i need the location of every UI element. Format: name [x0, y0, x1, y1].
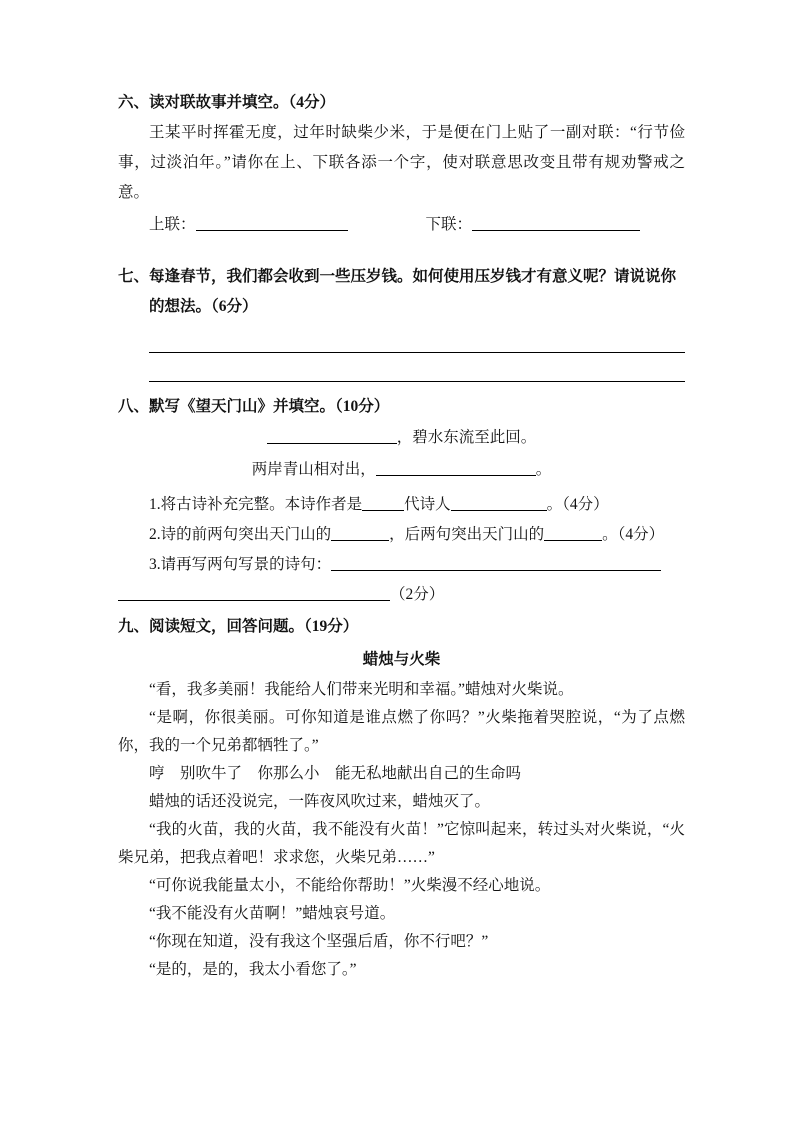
section-six-body: 王某平时挥霍无度，过年时缺柴少米，于是便在门上贴了一副对联：“行节俭事，过淡泊年。”请你在上、下联各添一个字，使对联意思改变且带有规劝警戒之意。 — [118, 124, 685, 201]
q2-text-2: ，后两句突出天门山的 — [389, 526, 545, 543]
story-paragraph: “是啊，你很美丽。可你知道是谁点燃了你吗？”火柴拖着哭腔说，“为了点燃你，我的一个兄弟都牺牲了。” — [118, 709, 685, 754]
question-8-3-line2 — [118, 580, 685, 610]
q1-blank-2 — [451, 495, 547, 511]
q2-blank-1 — [331, 525, 389, 541]
answer-line-1 — [149, 328, 685, 353]
lower-couplet-blank — [472, 215, 640, 231]
poem-blank-2 — [376, 460, 536, 476]
q3-text-2: （2分） — [390, 586, 445, 603]
q1-text-3: 。（4分） — [546, 496, 609, 513]
story-paragraph: “你现在知道，没有我这个坚强后盾，你不行吧？” — [149, 933, 489, 950]
story-title: 蜡烛与火柴 — [362, 651, 441, 668]
story-paragraph: “看，我多美丽！我能给人们带来光明和幸福。”蜡烛对火柴说。 — [149, 681, 574, 698]
section-six-heading: 六、读对联故事并填空。（4分） — [118, 94, 336, 111]
q2-text-3: 。（4分） — [602, 526, 665, 543]
section-six — [118, 88, 685, 242]
q1-text-2: 代诗人 — [404, 496, 451, 513]
story-paragraph: “可你说我能量太小，不能给你帮助！”火柴漫不经心地说。 — [149, 877, 551, 894]
q1-text-1: 1.将古诗补充完整。本诗作者是 — [149, 496, 363, 513]
poem-line-2-text: 两岸青山相对出， — [251, 461, 376, 478]
q1-blank-1 — [362, 495, 404, 511]
upper-couplet-blank — [196, 215, 348, 231]
poem-line-2-period: 。 — [535, 461, 552, 478]
poem-line-1-text: ，碧水东流至此回。 — [396, 429, 537, 446]
q3-text-1: 3.请再写两句写景的诗句： — [149, 556, 332, 573]
story-paragraph: “我的火苗，我的火苗，我不能没有火苗！”它惊叫起来，转过头对火柴说，“火柴兄弟，把我点着吧！求求您，火柴兄弟……” — [118, 821, 685, 866]
story-paragraph: “我不能没有火苗啊！”蜡烛哀号道。 — [149, 905, 396, 922]
q3-blank-1 — [331, 555, 661, 571]
lower-couplet-label: 下联： — [425, 216, 473, 233]
story-paragraph: “是的，是的，我太小看您了。” — [149, 961, 357, 978]
poem-line-1 — [118, 422, 685, 454]
story-paragraph: 蜡烛的话还没说完，一阵夜风吹过来，蜡烛灭了。 — [149, 793, 491, 810]
section-eight — [118, 392, 685, 610]
section-eight-heading: 八、默写《望天门山》并填空。（10分） — [118, 398, 390, 415]
upper-couplet-label: 上联： — [149, 216, 196, 233]
q2-blank-2 — [544, 525, 602, 541]
section-nine-heading: 九、阅读短文，回答问题。（19分） — [118, 618, 359, 635]
section-seven-heading: 七、每逢春节，我们都会收到一些压岁钱。如何使用压岁钱才有意义呢？请说说你的想法。（6分） — [118, 268, 677, 315]
question-8-3 — [118, 550, 685, 580]
poem-blank-1 — [267, 428, 397, 444]
couplet-row — [118, 208, 685, 242]
question-8-2 — [118, 520, 685, 550]
section-nine — [118, 612, 685, 984]
poem-line-2 — [118, 454, 685, 486]
q3-blank-2 — [118, 585, 390, 601]
answer-line-2 — [149, 353, 685, 382]
question-8-1 — [118, 490, 685, 520]
story-paragraph: 哼 别吹牛了 你那么小 能无私地献出自己的生命吗 — [149, 765, 522, 782]
q2-text-1: 2.诗的前两句突出天门山的 — [149, 526, 332, 543]
section-seven — [118, 262, 685, 382]
